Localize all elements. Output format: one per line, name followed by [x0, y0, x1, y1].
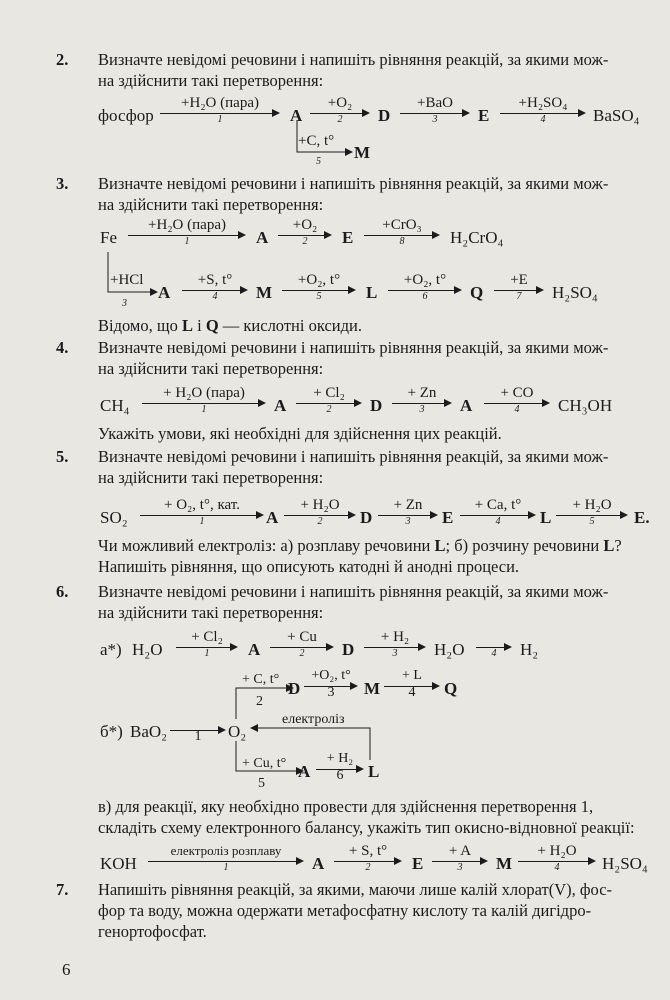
reaction-arrow — [170, 711, 226, 749]
reagent-label: +O₂ — [292, 217, 318, 233]
problem-text-line: на здійснити такі перетворення: — [98, 359, 324, 378]
step-number: 5 — [316, 156, 321, 167]
reaction-arrow — [284, 496, 356, 534]
reagent-label: +O₂ — [327, 95, 353, 111]
reaction-arrow — [334, 842, 402, 880]
reagent-label: +O₂, t° — [311, 668, 351, 683]
step-number: 5 — [258, 776, 265, 791]
reaction-arrow — [148, 842, 304, 880]
problem-text-line: Визначте невідомі речовини і напишіть рівняння реакцій, за якими мож- — [98, 447, 609, 466]
step-number: 7 — [516, 291, 522, 302]
problem-number: 3. — [56, 174, 69, 193]
reaction-arrow — [388, 271, 462, 309]
substance: D — [370, 396, 383, 415]
reagent-label: +S, t° — [197, 272, 233, 288]
step-number: 1 — [194, 729, 202, 744]
step-number: 1 — [199, 516, 205, 527]
reaction-arrow — [160, 94, 280, 132]
substance: L — [368, 762, 380, 781]
note-substance: L — [181, 316, 193, 335]
reagent-label: + H₂ — [326, 751, 354, 766]
step-number: 2 — [326, 404, 332, 415]
reaction-arrow — [364, 628, 426, 666]
substance: E — [478, 106, 490, 125]
step-number: 3 — [432, 114, 438, 125]
substance: D — [378, 106, 391, 125]
step-number: 2 — [299, 648, 305, 659]
step-number: 6 — [422, 291, 428, 302]
question-substance: L — [603, 536, 615, 555]
step-number: 3 — [122, 298, 127, 309]
subitem-label: а*) — [100, 640, 122, 659]
substance: фосфор — [98, 106, 154, 125]
step-number: 4 — [514, 404, 520, 415]
substance: A — [266, 508, 279, 527]
step-number: 1 — [204, 648, 210, 659]
reagent-label: + Cu, t° — [242, 756, 287, 771]
reagent-label: + L — [402, 668, 422, 683]
problem-text-line: на здійснити такі перетворення: — [98, 195, 324, 214]
problem-question: Напишіть рівняння, що описують катодні й анодні процеси. — [98, 557, 520, 576]
substance: H₂SO₄ — [602, 854, 648, 873]
reagent-label: +BaO — [417, 95, 453, 111]
problem-text-line: Визначте невідомі речовини і напишіть рівняння реакцій, за якими мож- — [98, 50, 609, 69]
problem-text-line: в) для реакції, яку необхідно провести для здійснення перетворення 1, — [98, 797, 594, 816]
reagent-label: + H₂O (пара) — [163, 385, 245, 401]
problem-number: 7. — [56, 880, 69, 899]
step-number: 4 — [408, 685, 416, 700]
step-number: 2 — [337, 114, 343, 125]
reaction-arrow — [270, 628, 334, 666]
reaction-arrow — [556, 496, 628, 534]
note-substance: Q — [205, 316, 219, 335]
problem-number: 2. — [56, 50, 69, 69]
substance: A — [158, 283, 171, 302]
substance: H₂SO₄ — [552, 283, 598, 302]
step-number: 2 — [302, 236, 308, 247]
substance: E — [442, 508, 454, 527]
question-text: Чи можливий електроліз: а) розплаву речовини — [98, 536, 435, 555]
step-number: 5 — [316, 291, 322, 302]
reaction-arrow — [296, 384, 362, 422]
step-number: 4 — [491, 648, 497, 659]
reagent-label: + H₂O — [300, 497, 340, 513]
substance: D — [360, 508, 373, 527]
reagent-label: + H₂O — [572, 497, 612, 513]
problem-text-line: Напишіть рівняння реакцій, за якими, маючи лише калій хлорат(V), фос- — [98, 880, 613, 899]
problem-number: 4. — [56, 338, 69, 357]
note-text: — кислотні оксиди. — [218, 316, 362, 335]
step-number: 8 — [399, 236, 405, 247]
step-number: 5 — [589, 516, 595, 527]
substance: A — [312, 854, 325, 873]
substance: L — [540, 508, 552, 527]
reagent-label: + O₂, t°, кат. — [164, 497, 240, 513]
substance: E. — [634, 508, 650, 527]
step-number: 1 — [223, 862, 229, 873]
reagent-label: + Zn — [407, 385, 437, 401]
problem-text-line: Визначте невідомі речовини і напишіть рівняння реакцій, за якими мож- — [98, 338, 609, 357]
substance: A — [290, 106, 303, 125]
reagent-label: + A — [448, 843, 472, 859]
problem-text-line: на здійснити такі перетворення: — [98, 468, 324, 487]
step-number: 4 — [540, 114, 546, 125]
reagent-label: + Cl₂ — [313, 385, 345, 401]
substance: M — [354, 143, 371, 162]
substance: D — [288, 679, 301, 698]
substance: H₂ — [520, 640, 539, 659]
substance: M — [256, 283, 273, 302]
reaction-arrow — [400, 94, 470, 132]
problem-text-line: на здійснити такі перетворення: — [98, 603, 324, 622]
substance: Q — [444, 679, 458, 698]
reaction-arrow — [460, 496, 536, 534]
reaction-arrow — [518, 842, 596, 880]
substance: A — [460, 396, 473, 415]
reagent-label: +O₂, t° — [403, 272, 447, 288]
reaction-arrow — [278, 216, 332, 254]
reaction-arrow — [316, 750, 364, 788]
step-number: 4 — [495, 516, 501, 527]
problem-note: Укажіть умови, які необхідні для здійснення цих реакцій. — [98, 424, 502, 443]
substance: M — [496, 854, 513, 873]
reaction-arrow — [476, 628, 512, 666]
reaction-arrow — [176, 628, 238, 666]
reagent-label: + Cu — [287, 629, 317, 645]
substance: KOH — [100, 854, 137, 873]
step-number: 4 — [554, 862, 560, 873]
reagent-label: +E — [510, 272, 528, 288]
problem-number: 5. — [56, 447, 69, 466]
substance: D — [342, 640, 355, 659]
reaction-arrow — [484, 384, 550, 422]
substance: H₂O — [132, 640, 163, 659]
step-number: 6 — [336, 768, 344, 783]
problem-question — [98, 536, 622, 556]
question-substance: L — [434, 536, 446, 555]
reaction-arrow — [310, 94, 370, 132]
substance: Fe — [100, 228, 117, 247]
substance: A — [274, 396, 287, 415]
substance: BaSO₄ — [593, 106, 640, 125]
problem-text-line: Визначте невідомі речовини і напишіть рівняння реакцій, за якими мож- — [98, 174, 609, 193]
step-number: 2 — [365, 862, 371, 873]
reaction-arrow — [282, 271, 356, 309]
note-text: Відомо, що — [98, 316, 182, 335]
reagent-label: +C, t° — [298, 133, 335, 149]
substance: H₂CrO₄ — [450, 228, 504, 247]
step-number: 3 — [327, 685, 335, 700]
step-number: 3 — [457, 862, 463, 873]
reagent-label: + H₂O — [537, 843, 577, 859]
reagent-label: + Ca, t° — [474, 497, 522, 513]
reaction-arrow — [494, 271, 544, 309]
substance: A — [298, 762, 311, 781]
question-text: ; б) розчину речовини — [445, 536, 604, 555]
problem-text-line: Визначте невідомі речовини і напишіть рівняння реакцій, за якими мож- — [98, 582, 609, 601]
step-number: 4 — [212, 291, 218, 302]
step-number: 1 — [217, 114, 223, 125]
question-text: ? — [614, 536, 622, 555]
reaction-arrow — [392, 384, 452, 422]
problem-text-line: генортофосфат. — [98, 922, 207, 941]
reagent-label: +H₂SO₄ — [518, 95, 568, 111]
reagent-label: + H₂ — [380, 629, 410, 645]
reagent-label: +H₂O (пара) — [181, 95, 259, 111]
step-number: 3 — [392, 648, 398, 659]
substance: Q — [470, 283, 484, 302]
note-text: і — [192, 316, 206, 335]
reagent-label: +O₂, t° — [297, 272, 341, 288]
substance: CH₃OH — [558, 396, 613, 415]
reagent-label: + Cl₂ — [191, 629, 223, 645]
step-number: 1 — [201, 404, 207, 415]
problem-text-line: фор та воду, можна одержати метафосфатну кислоту та калій дигідро- — [98, 901, 592, 920]
substance: O₂ — [228, 722, 247, 741]
substance: SO₂ — [100, 508, 128, 527]
problem-number: 6. — [56, 582, 69, 601]
substance: H₂O — [434, 640, 465, 659]
step-number: 2 — [317, 516, 323, 527]
reagent-label: електроліз — [282, 712, 345, 727]
substance: M — [364, 679, 381, 698]
reaction-arrow — [304, 667, 358, 705]
substance: E — [342, 228, 354, 247]
problem-text-line: складіть схему електронного балансу, укажіть тип окисно-відновної реакції: — [98, 818, 635, 837]
reagent-label: +H₂O (пара) — [148, 217, 226, 233]
reagent-label: +HCl — [110, 272, 144, 288]
substance: BaO₂ — [130, 722, 168, 741]
problem-text-line: на здійснити такі перетворення: — [98, 71, 324, 90]
step-number: 3 — [419, 404, 425, 415]
step-number: 1 — [184, 236, 190, 247]
reagent-label: +CrO₃ — [382, 217, 422, 233]
substance: L — [366, 283, 378, 302]
reaction-arrow — [142, 384, 266, 422]
reaction-arrow — [378, 496, 438, 534]
step-number: 3 — [405, 516, 411, 527]
substance: CH₄ — [100, 396, 130, 415]
reaction-arrow — [128, 216, 246, 254]
reaction-arrow — [500, 94, 586, 132]
reaction-arrow — [182, 271, 248, 309]
reaction-arrow — [140, 496, 264, 534]
reagent-label: + Zn — [393, 497, 423, 513]
reaction-arrow — [432, 842, 488, 880]
substance: A — [248, 640, 261, 659]
problem-note — [98, 316, 362, 336]
page-number: 6 — [62, 960, 71, 979]
reagent-label: + C, t° — [242, 672, 280, 687]
reagent-label: електроліз розплаву — [170, 843, 282, 858]
reagent-label: + CO — [500, 385, 534, 401]
reaction-arrow — [384, 667, 440, 705]
reaction-arrow — [364, 216, 440, 254]
step-number: 2 — [256, 694, 263, 709]
substance: E — [412, 854, 424, 873]
substance: A — [256, 228, 269, 247]
reagent-label: + S, t° — [348, 843, 388, 859]
subitem-label: б*) — [100, 722, 123, 741]
